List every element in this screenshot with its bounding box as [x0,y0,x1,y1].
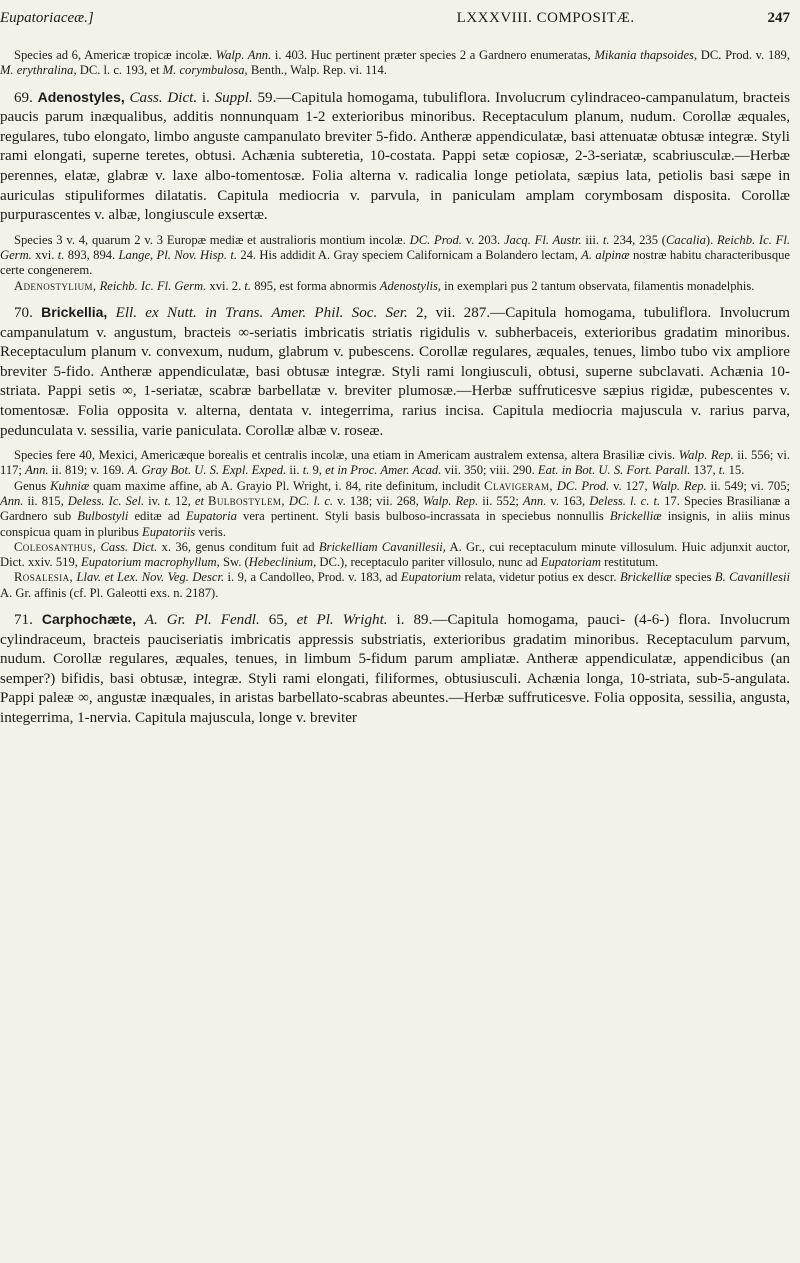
running-head-title: LXXXVIII. COMPOSITÆ. [456,10,635,26]
genus-70-note-2: Genus Kuhniæ quam maxime affine, ab A. Grayio Pl. Wright, i. 84, rite definitum, includit Clavigeram, DC. Prod. v. 127, Walp. Rep. ii. 549; vi. 705; Ann. ii. 815, Deless. Ic. Sel. iv. t. 12, et Bulbostylem, DC. l. c. v. 138; vii. 268, Walp. Rep. ii. 552; Ann. v. 163, Deless. l. c. t. 17. Species Brasilianæ a Gardnero sub Bulbostyli editæ ad Eupatoria vera pertinent. Styli basis bulboso-incrassata in speciebus nonnullis Brickelliæ insignis, in aliis minus conspicua quam in pluribus Eupatoriis veris. [0,478,790,539]
genus-71-description: 71. Carphochæte, A. Gr. Pl. Fendl. 65, et Pl. Wright. i. 89.—Capitula homogama, pauci- (4-6-) flora. Involucrum cylindraceum, bracteis pauciseriatis imbricatis appressis substriatis, exterioribus gradatim minoribus. Receptaculum parvum, nudum. Corollæ regulares, æquales, tenues, in limbum 5-fidum parum ampliatæ. Antheræ appendiculatæ, appendicibus (an semper?) bifidis, basi obtusæ, integræ. Styli rami elongati, filiformes, obtusiusculi. Achænia longa, 10-striata, sub-5-angulata. Pappi paleæ ∞, angustæ inæquales, in aristas barbellato-scabras abeuntes.—Herbæ suffruticesve. Folia opposita, sessilia, angusta, integerrima, 1-nervia. Capitula majuscula, longe v. breviter [0,611,791,727]
running-head [0,0,790,32]
genus-70-description: 70. Brickellia, Ell. ex Nutt. in Trans. Amer. Phil. Soc. Ser. 2, vii. 287.—Capitula homogama, tubuliflora. Involucrum campanulatum v. angustum, bracteis ∞-seriatis imbricatis striatis rigidulis v. subherbaceis, exterioribus gradatim minoribus. Receptaculum planum v. convexum, nudum, glabrum v. pubescens. Corollæ regulares, æquales, tenues, limbo tubo vix ampliore breviter 5-fido. Antheræ appendiculatæ, basi obtusæ integræ. Styli rami longiusculi, obtusi, superne subclavati. Achænia 10-striata. Pappi setis ∞, 1-seriatæ, scabræ barbellatæ v. breviter plumosæ.—Herbæ suffruticesve sæpius rigidæ, pubescentes v. tomentosæ. Folia opposita v. alterna, dentata v. integerrima, rarius incisa. Capitula mediocria majuscula v. rarius parva, pedunculata v. sessilia, varie paniculata. Corollæ albæ v. roseæ. [0,303,790,439]
page-body [0,32,790,729]
genus-69-note-2: Adenostylium, Reichb. Ic. Fl. Germ. xvi. 2. t. 895, est forma abnormis Adenostylis, in exemplari pus 2 tantum observata, filamentis monadelphis. [14,278,755,293]
genus-70-note-1: Species fere 40, Mexici, Americæque borealis et centralis incolæ, una etiam in Americam australem extensa, altera Brasiliæ civis. Walp. Rep. ii. 556; vi. 117; Ann. ii. 819; v. 169. A. Gray Bot. U. S. Expl. Exped. ii. t. 9, et in Proc. Amer. Acad. vii. 350; viii. 290. Eat. in Bot. U. S. Fort. Parall. 137, t. 15. [0,448,790,478]
genus-name: Carphochæte, [41,611,136,628]
genus-70-note-3: Coleosanthus, Cass. Dict. x. 36, genus conditum fuit ad Brickelliam Cavanillesii, A. Gr., cui receptaculum minute villosulum. Huic adjunxit auctor, Dict. xxiv. 519, Eupatorium macrophyllum, Sw. (Hebeclinium, DC.), receptaculo pariter villosulo, nunc ad Eupatoriam restitutum. [0,539,791,570]
intro-note: Species ad 6, Americæ tropicæ incolæ. Walp. Ann. i. 403. Huc pertinent præter species 2 a Gardnero enumeratas, Mikania thapsoides, DC. Prod. v. 189, M. erythralina, DC. l. c. 193, et M. corymbulosa, Benth., Walp. Rep. vi. 114. [0,48,791,78]
genus-69-note: Species 3 v. 4, quarum 2 v. 3 Europæ mediæ et australioris montium incolæ. DC. Prod. v. 203. Jacq. Fl. Austr. iii. t. 234, 235 (Cacalia). Reichb. Ic. Fl. Germ. xvi. t. 893, 894. Lange, Pl. Nov. Hisp. t. 24. His addidit A. Gray speciem Californicam a Bolandero lectam, A. alpinæ nostræ habitu characteribusque certe congenerem. [0,232,791,278]
genus-69-description: 69. Adenostyles, Cass. Dict. i. Suppl. 59.—Capitula homogama, tubuliflora. Involucrum cylindraceo-campanulatum, bracteis paucis parum inæqualibus, additis nonnunquam 1-2 exterioribus minoribus. Receptaculum planum, nudum. Corollæ æquales, regulares, tubo elongato, limbo anguste campanulato breviter 5-fido. Antheræ appendiculatæ, basi attenuatæ obtusæ integræ. Styli rami elongati, superne teretes, obtusi. Achænia subteretia, 10-costata. Pappi setæ copiosæ, 2-3-seriatæ, scabriusculæ.—Herbæ perennes, elatæ, glabræ v. laxe albo-tomentosæ. Folia alterna v. radicalia longe petiolata, sæpius lata, petiolis basi sæpe in auriculas stipuliformes dilatatis. Capitula mediocria v. parvula, in paniculam amplam corymbosam disposita. Corollæ purpurascentes v. albæ, longiuscule exsertæ. [0,88,790,224]
page-number: 247 [767,10,790,26]
genus-name: Adenostyles, [37,88,125,105]
running-head-section: Eupatoriaceæ.] [0,10,94,26]
genus-70-note-4: Rosalesia, Llav. et Lex. Nov. Veg. Descr. i. 9, a Candolleo, Prod. v. 183, ad Eupatorium relata, videtur potius ex descr. Brickelliæ species B. Cavanillesii A. Gr. affinis (cf. Pl. Galeotti exs. n. 2187). [0,570,790,600]
genus-name: Brickellia, [41,303,108,320]
